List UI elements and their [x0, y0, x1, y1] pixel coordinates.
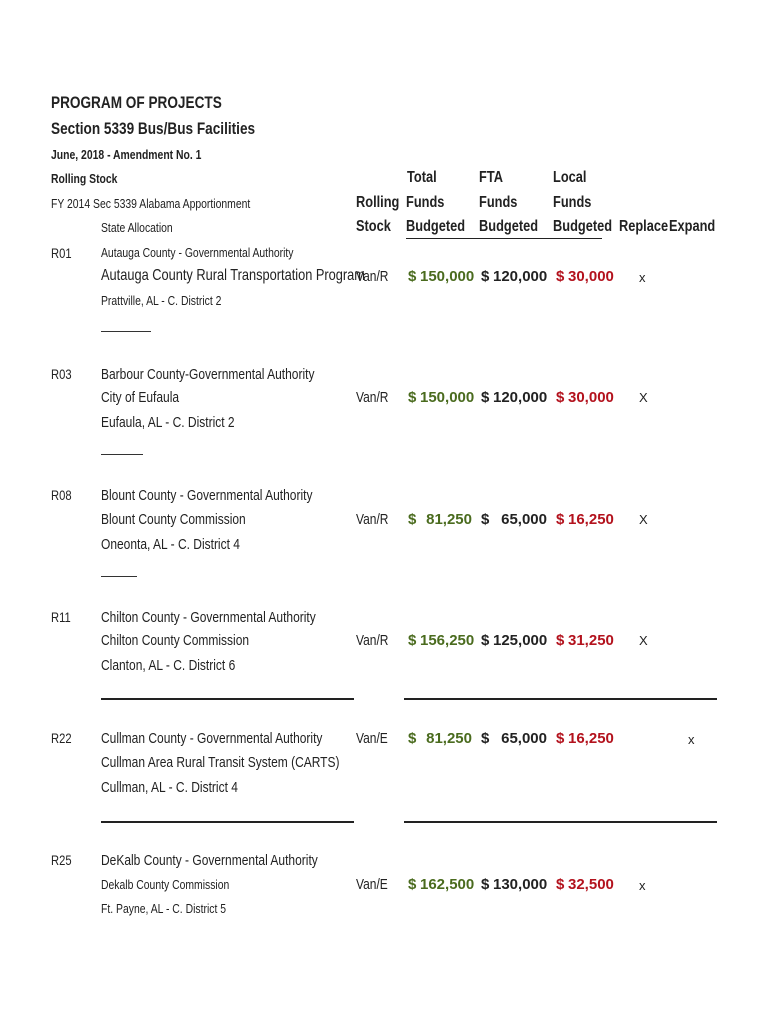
state-allocation-label: State Allocation: [101, 220, 173, 235]
fta-dollar-sign: $: [481, 511, 490, 528]
project-id: R22: [51, 730, 72, 746]
project-organization: Dekalb County Commission: [101, 877, 230, 892]
short-separator: [101, 331, 151, 332]
section-divider-right: [404, 821, 717, 823]
project-id: R08: [51, 487, 72, 503]
header-fta-1: FTA: [479, 169, 503, 186]
project-authority: Chilton County - Governmental Authority: [101, 609, 316, 626]
header-total-3: Budgeted: [406, 218, 466, 235]
header-local-1: Local: [553, 169, 587, 186]
local-funds-value: 32,500: [568, 876, 614, 893]
fta-funds-value: 65,000: [501, 511, 547, 528]
local-dollar-sign: $: [556, 511, 565, 528]
short-separator: [101, 576, 137, 577]
project-location: Clanton, AL - C. District 6: [101, 657, 236, 674]
total-dollar-sign: $: [408, 268, 417, 285]
local-funds-value: 16,250: [568, 511, 614, 528]
header-underline: [406, 238, 602, 239]
project-location: Oneonta, AL - C. District 4: [101, 536, 240, 553]
replace-mark: X: [639, 390, 648, 405]
local-dollar-sign: $: [556, 730, 565, 747]
page-title: PROGRAM OF PROJECTS: [51, 93, 222, 112]
header-fta-3: Budgeted: [479, 218, 539, 235]
project-authority: Cullman County - Governmental Authority: [101, 730, 323, 747]
total-dollar-sign: $: [408, 389, 417, 406]
fta-dollar-sign: $: [481, 876, 490, 893]
project-location: Cullman, AL - C. District 4: [101, 779, 238, 796]
project-organization: Chilton County Commission: [101, 632, 250, 649]
total-funds-value: 156,250: [420, 632, 475, 649]
local-dollar-sign: $: [556, 632, 565, 649]
rolling-stock-value: Van/R: [356, 511, 389, 528]
project-authority: Blount County - Governmental Authority: [101, 487, 313, 504]
project-location: Eufaula, AL - C. District 2: [101, 414, 235, 431]
project-location: Prattville, AL - C. District 2: [101, 293, 222, 308]
total-funds-value: 150,000: [420, 389, 475, 406]
local-dollar-sign: $: [556, 876, 565, 893]
fta-funds-value: 65,000: [501, 730, 547, 747]
expand-mark: x: [688, 732, 695, 747]
fta-funds-value: 130,000: [493, 876, 548, 893]
local-funds-value: 16,250: [568, 730, 614, 747]
project-authority: Barbour County-Governmental Authority: [101, 366, 315, 383]
rolling-stock-value: Van/E: [356, 730, 388, 747]
header-rolling-1: Rolling: [356, 194, 400, 211]
total-funds-value: 81,250: [426, 730, 472, 747]
fy-line: FY 2014 Sec 5339 Alabama Apportionment: [51, 196, 251, 211]
total-dollar-sign: $: [408, 632, 417, 649]
project-organization: City of Eufaula: [101, 389, 180, 406]
header-replace: Replace: [619, 218, 669, 235]
project-authority: Autauga County - Governmental Authority: [101, 245, 294, 260]
project-id: R03: [51, 366, 72, 382]
local-funds-value: 31,250: [568, 632, 614, 649]
total-dollar-sign: $: [408, 511, 417, 528]
short-separator: [101, 454, 143, 455]
fta-funds-value: 125,000: [493, 632, 548, 649]
fta-dollar-sign: $: [481, 730, 490, 747]
header-expand: Expand: [669, 218, 716, 235]
fta-dollar-sign: $: [481, 389, 490, 406]
section-label: Rolling Stock: [51, 171, 118, 186]
project-organization: Blount County Commission: [101, 511, 246, 528]
project-id: R01: [51, 245, 72, 261]
rolling-stock-value: Van/R: [356, 389, 389, 406]
project-id: R25: [51, 852, 72, 868]
section-divider-left: [101, 698, 354, 700]
local-funds-value: 30,000: [568, 389, 614, 406]
header-fta-2: Funds: [479, 194, 518, 211]
total-funds-value: 150,000: [420, 268, 475, 285]
header-total-1: Total: [407, 169, 437, 186]
rolling-stock-value: Van/E: [356, 876, 388, 893]
replace-mark: x: [639, 270, 646, 285]
total-funds-value: 81,250: [426, 511, 472, 528]
replace-mark: X: [639, 633, 648, 648]
local-funds-value: 30,000: [568, 268, 614, 285]
project-id: R11: [51, 609, 71, 625]
header-total-2: Funds: [406, 194, 445, 211]
project-authority: DeKalb County - Governmental Authority: [101, 852, 318, 869]
fta-funds-value: 120,000: [493, 389, 548, 406]
date-line: June, 2018 - Amendment No. 1: [51, 147, 202, 162]
project-organization: Autauga County Rural Transportation Program: [101, 267, 365, 284]
total-dollar-sign: $: [408, 876, 417, 893]
project-organization: Cullman Area Rural Transit System (CARTS): [101, 754, 340, 771]
fta-dollar-sign: $: [481, 268, 490, 285]
project-location: Ft. Payne, AL - C. District 5: [101, 901, 227, 916]
fta-funds-value: 120,000: [493, 268, 548, 285]
rolling-stock-value: Van/R: [356, 268, 389, 285]
replace-mark: x: [639, 878, 646, 893]
header-rolling-2: Stock: [356, 218, 391, 235]
fta-dollar-sign: $: [481, 632, 490, 649]
section-divider-right: [404, 698, 717, 700]
page-subtitle: Section 5339 Bus/Bus Facilities: [51, 119, 256, 138]
total-dollar-sign: $: [408, 730, 417, 747]
local-dollar-sign: $: [556, 389, 565, 406]
local-dollar-sign: $: [556, 268, 565, 285]
rolling-stock-value: Van/R: [356, 632, 389, 649]
replace-mark: X: [639, 512, 648, 527]
header-local-3: Budgeted: [553, 218, 613, 235]
section-divider-left: [101, 821, 354, 823]
total-funds-value: 162,500: [420, 876, 475, 893]
header-local-2: Funds: [553, 194, 592, 211]
